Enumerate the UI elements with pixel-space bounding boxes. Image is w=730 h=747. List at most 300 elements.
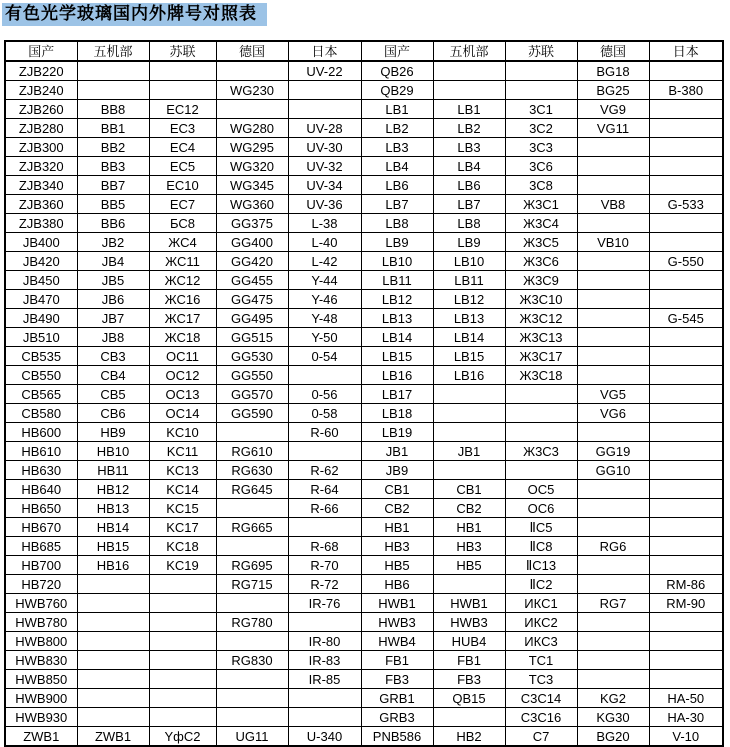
table-cell: HB10 <box>77 442 149 461</box>
table-cell: R-60 <box>288 423 361 442</box>
table-cell: BB5 <box>77 195 149 214</box>
table-cell: CB6 <box>77 404 149 423</box>
table-cell <box>577 366 649 385</box>
table-cell: CB580 <box>5 404 77 423</box>
table-cell: RG645 <box>216 480 288 499</box>
table-cell: GG10 <box>577 461 649 480</box>
table-cell: HB1 <box>361 518 433 537</box>
table-cell <box>77 670 149 689</box>
table-cell: CB3 <box>77 347 149 366</box>
table-cell: L-38 <box>288 214 361 233</box>
table-cell: JB6 <box>77 290 149 309</box>
table-cell: ИКС3 <box>505 632 577 651</box>
table-cell <box>649 499 723 518</box>
table-cell: LB19 <box>361 423 433 442</box>
table-cell: HB16 <box>77 556 149 575</box>
table-cell: BG25 <box>577 81 649 100</box>
table-cell <box>649 537 723 556</box>
table-cell <box>577 290 649 309</box>
table-cell: HWB3 <box>433 613 505 632</box>
table-cell <box>77 613 149 632</box>
table-cell: HWB900 <box>5 689 77 708</box>
table-row <box>5 708 723 727</box>
table-cell <box>505 385 577 404</box>
table-cell: QB15 <box>433 689 505 708</box>
table-cell: G-550 <box>649 252 723 271</box>
table-cell: JB510 <box>5 328 77 347</box>
table-row <box>5 518 723 537</box>
table-cell: ZJB320 <box>5 157 77 176</box>
table-row <box>5 157 723 176</box>
table-cell: HB685 <box>5 537 77 556</box>
table-cell: WG230 <box>216 81 288 100</box>
table-row <box>5 499 723 518</box>
table-cell: LB16 <box>361 366 433 385</box>
table-cell: GG550 <box>216 366 288 385</box>
table-cell: VG6 <box>577 404 649 423</box>
table-cell: EC4 <box>149 138 216 157</box>
table-cell: RG830 <box>216 651 288 670</box>
table-cell: CB2 <box>361 499 433 518</box>
table-cell <box>577 423 649 442</box>
table-cell: GRB3 <box>361 708 433 727</box>
table-cell: ZJB300 <box>5 138 77 157</box>
table-cell: ZJB220 <box>5 61 77 81</box>
table-cell: VG11 <box>577 119 649 138</box>
table-cell: HB640 <box>5 480 77 499</box>
table-cell: GG420 <box>216 252 288 271</box>
table-cell: JB4 <box>77 252 149 271</box>
table-cell <box>649 61 723 81</box>
table-cell: BB7 <box>77 176 149 195</box>
table-cell: HB14 <box>77 518 149 537</box>
table-cell <box>216 670 288 689</box>
table-cell <box>216 632 288 651</box>
table-cell: Ж3C5 <box>505 233 577 252</box>
table-cell: Y-48 <box>288 309 361 328</box>
column-header-4: 日本 <box>288 41 361 61</box>
table-cell: OC14 <box>149 404 216 423</box>
table-row <box>5 689 723 708</box>
table-cell: EC5 <box>149 157 216 176</box>
table-cell: ZJB260 <box>5 100 77 119</box>
table-cell: ZJB240 <box>5 81 77 100</box>
table-cell <box>577 613 649 632</box>
table-row <box>5 651 723 670</box>
table-cell <box>149 61 216 81</box>
column-header-6: 五机部 <box>433 41 505 61</box>
table-cell: BG18 <box>577 61 649 81</box>
table-cell <box>288 81 361 100</box>
table-cell: HB11 <box>77 461 149 480</box>
table-cell: LB1 <box>433 100 505 119</box>
table-cell <box>649 385 723 404</box>
table-cell: HA-50 <box>649 689 723 708</box>
table-cell: HWB3 <box>361 613 433 632</box>
table-cell: ИКС2 <box>505 613 577 632</box>
table-row <box>5 61 723 81</box>
table-cell <box>649 366 723 385</box>
table-cell <box>649 670 723 689</box>
table-cell <box>577 556 649 575</box>
table-cell <box>216 499 288 518</box>
table-cell: HWB930 <box>5 708 77 727</box>
table-cell <box>649 404 723 423</box>
table-cell <box>649 290 723 309</box>
table-cell <box>649 613 723 632</box>
table-cell: CB565 <box>5 385 77 404</box>
table-cell: LB17 <box>361 385 433 404</box>
table-row <box>5 442 723 461</box>
table-row <box>5 138 723 157</box>
table-cell <box>649 271 723 290</box>
table-cell: B-380 <box>649 81 723 100</box>
table-cell <box>77 689 149 708</box>
table-cell: L-42 <box>288 252 361 271</box>
table-cell: ЖС16 <box>149 290 216 309</box>
page-title: 有色光学玻璃国内外牌号对照表 <box>2 3 267 26</box>
table-cell: LB4 <box>361 157 433 176</box>
table-cell: ЖС12 <box>149 271 216 290</box>
table-cell <box>649 518 723 537</box>
table-cell: OC13 <box>149 385 216 404</box>
table-cell: CB5 <box>77 385 149 404</box>
table-cell: ZJB380 <box>5 214 77 233</box>
table-cell <box>288 366 361 385</box>
table-cell <box>149 613 216 632</box>
table-cell <box>577 157 649 176</box>
table-cell: LB12 <box>361 290 433 309</box>
table-row <box>5 385 723 404</box>
table-cell: HUB4 <box>433 632 505 651</box>
table-cell: HB15 <box>77 537 149 556</box>
table-cell: HWB760 <box>5 594 77 613</box>
table-cell: C3C16 <box>505 708 577 727</box>
table-cell: U-340 <box>288 727 361 747</box>
table-cell: KC15 <box>149 499 216 518</box>
table-cell: GG455 <box>216 271 288 290</box>
table-cell: CB550 <box>5 366 77 385</box>
table-cell: KC14 <box>149 480 216 499</box>
table-cell <box>577 309 649 328</box>
column-header-7: 苏联 <box>505 41 577 61</box>
table-cell: JB5 <box>77 271 149 290</box>
table-cell: RG780 <box>216 613 288 632</box>
table-cell: LB15 <box>433 347 505 366</box>
column-header-9: 日本 <box>649 41 723 61</box>
table-cell: Ж3C18 <box>505 366 577 385</box>
table-cell <box>216 423 288 442</box>
table-cell: HB630 <box>5 461 77 480</box>
table-cell <box>288 708 361 727</box>
table-cell: HB720 <box>5 575 77 594</box>
table-cell: L-40 <box>288 233 361 252</box>
table-cell: JB470 <box>5 290 77 309</box>
table-cell: C7 <box>505 727 577 747</box>
column-header-3: 德国 <box>216 41 288 61</box>
table-cell: RM-86 <box>649 575 723 594</box>
table-cell: RG695 <box>216 556 288 575</box>
table-cell: Y-44 <box>288 271 361 290</box>
table-cell: GG475 <box>216 290 288 309</box>
table-cell <box>577 575 649 594</box>
table-cell <box>649 176 723 195</box>
table-cell: JB9 <box>361 461 433 480</box>
table-cell: ЖС4 <box>149 233 216 252</box>
table-cell: LB8 <box>433 214 505 233</box>
table-cell <box>433 423 505 442</box>
table-cell: CB1 <box>433 480 505 499</box>
table-cell: BB6 <box>77 214 149 233</box>
table-cell: 3C2 <box>505 119 577 138</box>
table-cell <box>77 708 149 727</box>
table-cell: WG280 <box>216 119 288 138</box>
table-cell <box>216 537 288 556</box>
table-cell: CB535 <box>5 347 77 366</box>
table-cell <box>288 518 361 537</box>
table-cell <box>149 708 216 727</box>
table-cell: 0-54 <box>288 347 361 366</box>
table-cell <box>216 61 288 81</box>
table-cell: R-70 <box>288 556 361 575</box>
table-cell: HB5 <box>433 556 505 575</box>
table-cell: V-10 <box>649 727 723 747</box>
table-cell <box>649 214 723 233</box>
table-cell: Ж3C6 <box>505 252 577 271</box>
table-row <box>5 613 723 632</box>
table-cell: ЖС18 <box>149 328 216 347</box>
table-cell: OC5 <box>505 480 577 499</box>
table-cell <box>577 214 649 233</box>
table-cell: CB4 <box>77 366 149 385</box>
table-cell: LB16 <box>433 366 505 385</box>
table-cell: Ж3C1 <box>505 195 577 214</box>
table-cell: HB3 <box>361 537 433 556</box>
table-cell <box>649 423 723 442</box>
table-cell: TC3 <box>505 670 577 689</box>
table-cell: HB12 <box>77 480 149 499</box>
table-cell: CB2 <box>433 499 505 518</box>
table-cell <box>288 100 361 119</box>
table-cell: HWB830 <box>5 651 77 670</box>
table-cell: KG30 <box>577 708 649 727</box>
table-cell: G-533 <box>649 195 723 214</box>
table-cell: KG2 <box>577 689 649 708</box>
table-cell <box>433 61 505 81</box>
table-cell: LB9 <box>361 233 433 252</box>
table-cell <box>649 100 723 119</box>
table-cell <box>149 575 216 594</box>
table-cell: R-62 <box>288 461 361 480</box>
table-cell: R-66 <box>288 499 361 518</box>
table-cell <box>216 594 288 613</box>
table-cell: LB8 <box>361 214 433 233</box>
table-cell: LB10 <box>361 252 433 271</box>
table-cell: Y-46 <box>288 290 361 309</box>
table-cell: KC10 <box>149 423 216 442</box>
table-cell <box>649 442 723 461</box>
table-row <box>5 423 723 442</box>
table-cell <box>577 271 649 290</box>
table-cell: VG9 <box>577 100 649 119</box>
table-cell: RG715 <box>216 575 288 594</box>
table-cell: JB490 <box>5 309 77 328</box>
column-header-0: 国产 <box>5 41 77 61</box>
table-cell: VB10 <box>577 233 649 252</box>
table-cell <box>433 575 505 594</box>
table-cell: VB8 <box>577 195 649 214</box>
table-cell <box>216 689 288 708</box>
table-cell: UV-30 <box>288 138 361 157</box>
table-row <box>5 480 723 499</box>
table-cell: BG20 <box>577 727 649 747</box>
table-cell: Ж3C3 <box>505 442 577 461</box>
table-row <box>5 176 723 195</box>
table-cell: EC10 <box>149 176 216 195</box>
table-cell: 3C3 <box>505 138 577 157</box>
table-cell: UV-36 <box>288 195 361 214</box>
column-header-2: 苏联 <box>149 41 216 61</box>
table-cell: Ж3C4 <box>505 214 577 233</box>
table-cell: OC11 <box>149 347 216 366</box>
table-cell: ZJB340 <box>5 176 77 195</box>
table-cell <box>288 613 361 632</box>
table-cell <box>77 81 149 100</box>
table-cell <box>577 138 649 157</box>
table-cell <box>649 461 723 480</box>
table-cell: LB4 <box>433 157 505 176</box>
table-cell <box>649 347 723 366</box>
table-cell <box>216 100 288 119</box>
table-cell: Y-50 <box>288 328 361 347</box>
table-cell <box>77 651 149 670</box>
table-cell: FB3 <box>361 670 433 689</box>
table-cell: VG5 <box>577 385 649 404</box>
table-cell: HB6 <box>361 575 433 594</box>
table-cell: LB3 <box>433 138 505 157</box>
table-cell <box>505 404 577 423</box>
table-cell: JB400 <box>5 233 77 252</box>
table-cell <box>649 556 723 575</box>
table-cell <box>149 651 216 670</box>
glass-comparison-table <box>4 40 724 747</box>
table-cell: HB650 <box>5 499 77 518</box>
table-cell: JB420 <box>5 252 77 271</box>
table-cell: RG610 <box>216 442 288 461</box>
table-cell: R-68 <box>288 537 361 556</box>
table-cell <box>433 404 505 423</box>
table-cell: LB12 <box>433 290 505 309</box>
table-cell: UV-28 <box>288 119 361 138</box>
table-cell: LB1 <box>361 100 433 119</box>
table-cell: JB7 <box>77 309 149 328</box>
table-cell: HB1 <box>433 518 505 537</box>
table-cell: JB1 <box>433 442 505 461</box>
table-cell: ⅡC8 <box>505 537 577 556</box>
table-cell <box>288 442 361 461</box>
table-row <box>5 404 723 423</box>
table-cell: UV-34 <box>288 176 361 195</box>
table-cell: ZWB1 <box>77 727 149 747</box>
table-cell: OC12 <box>149 366 216 385</box>
table-cell: EC7 <box>149 195 216 214</box>
table-cell: FB1 <box>433 651 505 670</box>
table-cell: LB11 <box>361 271 433 290</box>
table-cell: LB9 <box>433 233 505 252</box>
table-cell: KC17 <box>149 518 216 537</box>
table-cell: KC18 <box>149 537 216 556</box>
table-cell: ⅡC2 <box>505 575 577 594</box>
table-cell <box>505 461 577 480</box>
table-cell: JB8 <box>77 328 149 347</box>
table-cell: EC12 <box>149 100 216 119</box>
table-cell: HB3 <box>433 537 505 556</box>
table-cell: Ж3C13 <box>505 328 577 347</box>
table-cell: BB1 <box>77 119 149 138</box>
table-cell <box>505 61 577 81</box>
table-cell: LB6 <box>433 176 505 195</box>
table-cell <box>649 480 723 499</box>
column-header-5: 国产 <box>361 41 433 61</box>
table-cell <box>649 632 723 651</box>
table-cell: WG295 <box>216 138 288 157</box>
table-cell: GG400 <box>216 233 288 252</box>
table-cell: ZWB1 <box>5 727 77 747</box>
table-cell: GG570 <box>216 385 288 404</box>
table-cell: LB7 <box>361 195 433 214</box>
table-cell: JB1 <box>361 442 433 461</box>
table-cell: C3C14 <box>505 689 577 708</box>
table-cell <box>77 575 149 594</box>
table-cell: LB14 <box>433 328 505 347</box>
table-cell: WG360 <box>216 195 288 214</box>
table-cell <box>649 119 723 138</box>
table-cell: HWB4 <box>361 632 433 651</box>
table-cell <box>577 670 649 689</box>
table-body <box>5 61 723 746</box>
table-cell: HB700 <box>5 556 77 575</box>
table-cell <box>433 385 505 404</box>
table-cell: QB26 <box>361 61 433 81</box>
table-cell: RM-90 <box>649 594 723 613</box>
table-cell <box>577 176 649 195</box>
table-cell: HB670 <box>5 518 77 537</box>
table-cell <box>77 61 149 81</box>
table-row <box>5 347 723 366</box>
table-cell: CB1 <box>361 480 433 499</box>
table-cell: БС8 <box>149 214 216 233</box>
table-cell: ИКС1 <box>505 594 577 613</box>
table-cell <box>649 651 723 670</box>
table-cell <box>433 461 505 480</box>
table-cell: RG7 <box>577 594 649 613</box>
table-row <box>5 119 723 138</box>
table-cell: BB2 <box>77 138 149 157</box>
table-cell: JB450 <box>5 271 77 290</box>
table-row <box>5 328 723 347</box>
table-cell <box>77 594 149 613</box>
table-cell: HWB780 <box>5 613 77 632</box>
table-cell <box>149 632 216 651</box>
table-cell <box>577 328 649 347</box>
table-cell: 0-56 <box>288 385 361 404</box>
table-cell: R-72 <box>288 575 361 594</box>
table-cell: GRB1 <box>361 689 433 708</box>
table-cell <box>649 138 723 157</box>
table-cell: RG665 <box>216 518 288 537</box>
column-header-8: 德国 <box>577 41 649 61</box>
table-cell: ЖС11 <box>149 252 216 271</box>
